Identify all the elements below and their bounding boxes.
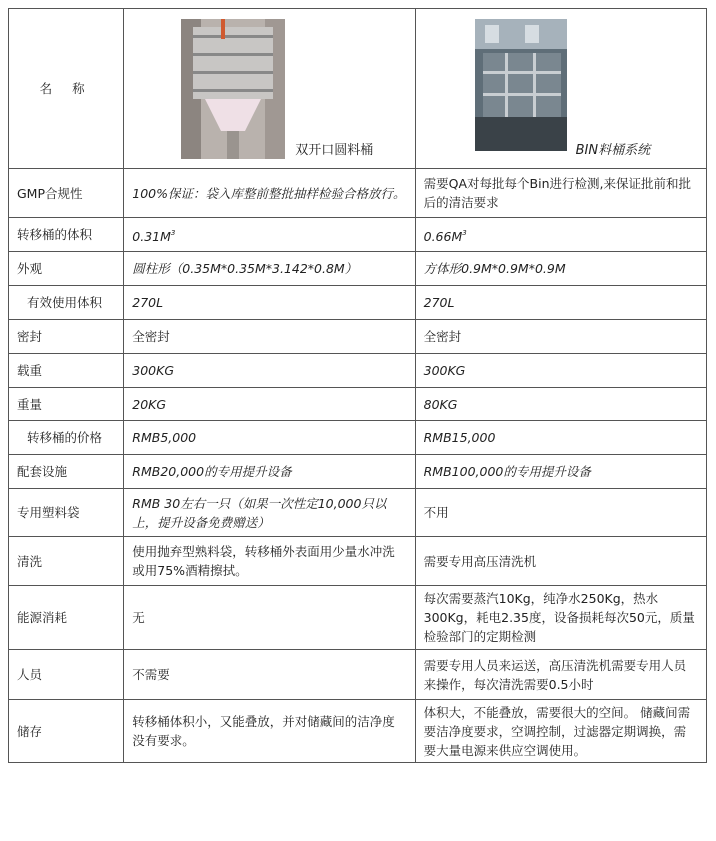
table-row — [9, 489, 707, 537]
row-label: 有效使用体积 — [9, 286, 124, 320]
cell-product1: 20KG — [124, 388, 415, 421]
cell-product2: 方体形0.9M*0.9M*0.9M — [415, 252, 706, 286]
row-label: 转移桶的价格 — [9, 421, 124, 455]
table-row — [9, 169, 707, 218]
cell-product2: 需要专用人员来运送，高压清洗机需要专用人员来操作，每次清洗需要0.5小时 — [415, 650, 706, 700]
row-label: GMP合规性 — [9, 169, 124, 218]
row-label: 人员 — [9, 650, 124, 700]
bin-system-photo — [475, 19, 567, 151]
product1-caption: 双开口圆料桶 — [295, 143, 374, 158]
cell-product2: 80KG — [415, 388, 706, 421]
cell-product1: 100%保证：袋入库整前整批抽样检验合格放行。 — [124, 169, 415, 218]
cell-product1: 不需要 — [124, 650, 415, 700]
row-label: 转移桶的体积 — [9, 218, 124, 252]
table-row — [9, 354, 707, 388]
row-label: 重量 — [9, 388, 124, 421]
table-row — [9, 286, 707, 320]
table-row — [9, 586, 707, 650]
cell-product1: $0.31M^3$ — [124, 218, 415, 252]
cell-product1: RMB 30左右一只（如果一次性定10,000只以上，提升设备免费赠送） — [124, 489, 415, 537]
cell-product1: 转移桶体积小，又能叠放，并对储藏间的洁净度没有要求。 — [124, 700, 415, 763]
cell-product2: 需要专用高压清洗机 — [415, 537, 706, 586]
cell-product2: 需要QA对每批每个Bin进行检测,来保证批前和批后的清洁要求 — [415, 169, 706, 218]
cell-product1: 270L — [124, 286, 415, 320]
cell-product2: RMB15,000 — [415, 421, 706, 455]
cell-product1: 全密封 — [124, 320, 415, 354]
cell-product1: 圆柱形（0.35M*0.35M*3.142*0.8M） — [124, 252, 415, 286]
cell-product2: 体积大，不能叠放，需要很大的空间。 储藏间需要洁净度要求，空调控制，过滤器定期调换，需要大量电源来供应空调使用。 — [415, 700, 706, 763]
product2-header-cell — [415, 9, 706, 169]
cell-product1: RMB5,000 — [124, 421, 415, 455]
row-label: 清洗 — [9, 537, 124, 586]
cell-product1: RMB20,000的专用提升设备 — [124, 455, 415, 489]
row-label: 储存 — [9, 700, 124, 763]
cell-product2: 每次需要蒸汽10Kg，纯净水250Kg，热水300Kg，耗电2.35度，设备损耗每次50元，质量检验部门的定期检测 — [415, 586, 706, 650]
row-label: 专用塑料袋 — [9, 489, 124, 537]
product1-header-cell — [124, 9, 415, 169]
cell-product2: 300KG — [415, 354, 706, 388]
table-row — [9, 700, 707, 763]
cell-product2: RMB100,000的专用提升设备 — [415, 455, 706, 489]
table-row — [9, 388, 707, 421]
cell-product2: $0.66M^3$ — [415, 218, 706, 252]
row-label: 载重 — [9, 354, 124, 388]
table-row — [9, 218, 707, 252]
row-label: 能源消耗 — [9, 586, 124, 650]
cell-product1: 使用抛弃型熟料袋，转移桶外表面用少量水冲洗或用75%酒精擦拭。 — [124, 537, 415, 586]
row-label: 密封 — [9, 320, 124, 354]
table-row — [9, 537, 707, 586]
table-row — [9, 455, 707, 489]
table-row — [9, 650, 707, 700]
cell-product2: 不用 — [415, 489, 706, 537]
comparison-table — [8, 8, 707, 763]
round-drum-photo — [181, 19, 285, 159]
cell-product2: 270L — [415, 286, 706, 320]
cell-product2: 全密封 — [415, 320, 706, 354]
product2-caption: BIN料桶系统 — [575, 143, 651, 158]
row-label: 外观 — [9, 252, 124, 286]
row-label: 配套设施 — [9, 455, 124, 489]
cell-product1: 无 — [124, 586, 415, 650]
table-row — [9, 252, 707, 286]
table-row — [9, 421, 707, 455]
table-row — [9, 320, 707, 354]
name-header: 名 称 — [9, 9, 124, 169]
header-row — [9, 9, 707, 169]
cell-product1: 300KG — [124, 354, 415, 388]
